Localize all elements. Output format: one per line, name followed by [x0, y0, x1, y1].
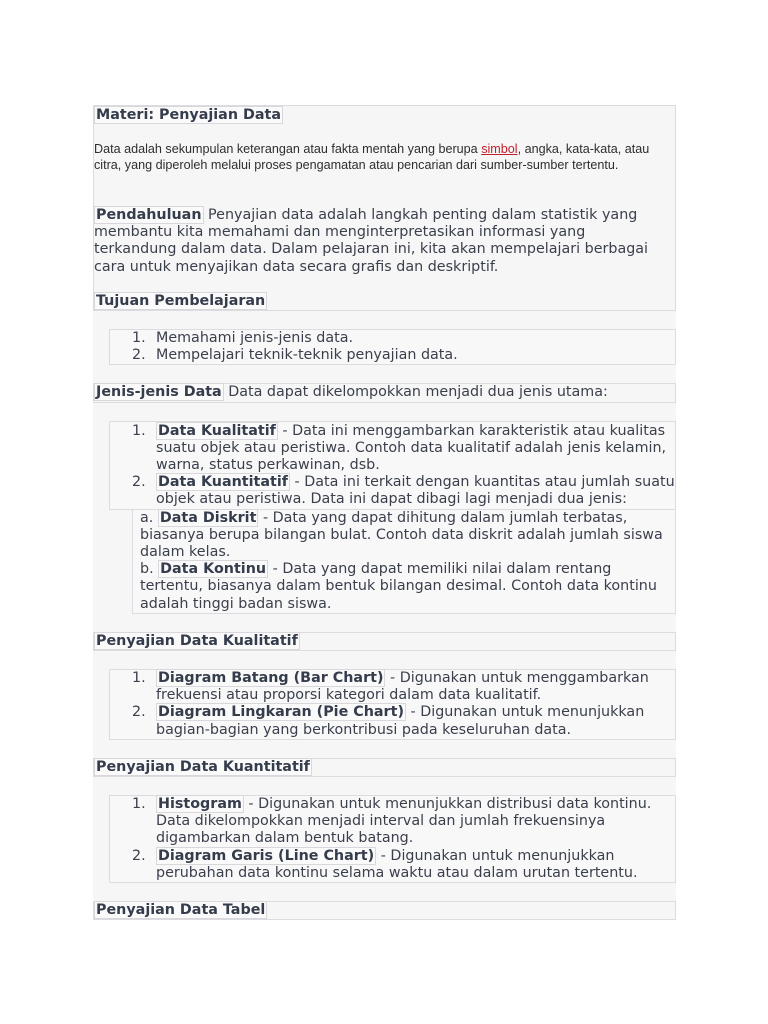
list-item: a. Data Diskrit - Data yang dapat dihitung dalam jumlah terbatas, biasanya berupa bilangan bulat. Contoh data diskrit adalah jumlah siswa dalam kelas.: [140, 509, 663, 561]
list-item: 2. Diagram Garis (Line Chart) - Digunakan untuk menunjukkan perubahan data kontinu selama waktu atau dalam urutan tertentu.: [132, 847, 638, 881]
list-item: 1. Memahami jenis-jenis data.: [132, 330, 354, 346]
quantitative-heading: Penyajian Data Kuantitatif: [96, 758, 310, 775]
list-item: 1. Histogram - Digunakan untuk menunjukkan distribusi data kontinu. Data dikelompokkan menjadi interval dan jumlah frekuensinya digambarkan dalam bentuk batang.: [132, 796, 652, 847]
qualitative-wrapper: [93, 651, 676, 740]
list-item: 2. Mempelajari teknik-teknik penyajian data.: [132, 347, 458, 364]
table-heading: Penyajian Data Tabel: [96, 902, 266, 919]
definition-text: Data adalah sekumpulan keterangan atau fakta mentah yang berupa simbol, angka, kata-kata, atau citra, yang diperoleh melalui proses pengamatan atau pencarian dari sumber-sumber tertentu.: [94, 142, 650, 172]
quantitative-heading-row: [93, 758, 676, 777]
intro-paragraph: Pendahuluan Penyajian data adalah langkah penting dalam statistik yang membantu kita memahami dan menginterpretasikan informasi yang terkandung dalam data. Dalam pelajaran ini, kita akan mempelajari berbagai cara untuk menyajikan data secara grafis dan deskriptif.: [94, 207, 649, 275]
table-heading-row: [93, 901, 676, 920]
types-heading-wrapper: [93, 365, 676, 402]
goals-heading: Tujuan Pembelajaran: [96, 293, 266, 309]
quantitative-wrapper: [93, 777, 676, 883]
quantitative-list: [109, 795, 676, 883]
quantitative-heading-wrapper: [93, 740, 676, 777]
types-wrapper: [93, 403, 676, 614]
qualitative-list: [109, 669, 676, 740]
table-heading-wrapper: [93, 883, 676, 920]
types-list: [109, 421, 676, 510]
list-item: 2. Data Kuantitatif - Data ini terkait dengan kuantitas atau jumlah suatu objek atau peristiwa. Data ini dapat dibagi lagi menjadi dua jenis:: [132, 474, 675, 508]
subtypes-block: [132, 510, 676, 614]
qualitative-heading-wrapper: [93, 614, 676, 651]
qualitative-heading: Penyajian Data Kualitatif: [96, 632, 298, 649]
intro-heading: Pendahuluan: [96, 207, 202, 223]
simbol-link[interactable]: simbol: [481, 142, 518, 156]
list-item: 1. Diagram Batang (Bar Chart) - Digunakan untuk menggambarkan frekuensi atau proporsi kategori dalam data kualitatif.: [132, 670, 649, 704]
goals-wrapper: [93, 311, 676, 365]
list-item: 2. Diagram Lingkaran (Pie Chart) - Digunakan untuk menunjukkan bagian-bagian yang berkontribusi pada keseluruhan data.: [132, 704, 645, 738]
list-item: 1. Data Kualitatif - Data ini menggambarkan karakteristik atau kualitas suatu objek atau peristiwa. Contoh data kualitatif adalah jenis kelamin, warna, status perkawinan, dsb.: [132, 422, 667, 474]
types-heading: Jenis-jenis Data: [96, 384, 222, 401]
goals-list: [109, 329, 676, 365]
types-heading-row: Jenis-jenis Data Data dapat dikelompokkan menjadi dua jenis utama:: [93, 383, 676, 402]
qualitative-heading-row: [93, 632, 676, 651]
intro-section: [93, 105, 676, 311]
document: [93, 105, 676, 920]
list-item: b. Data Kontinu - Data yang dapat memiliki nilai dalam rentang tertentu, biasanya dalam bentuk bilangan desimal. Contoh data kontinu adalah tinggi badan siswa.: [140, 561, 657, 612]
page-title: Materi: Penyajian Data: [96, 107, 281, 123]
